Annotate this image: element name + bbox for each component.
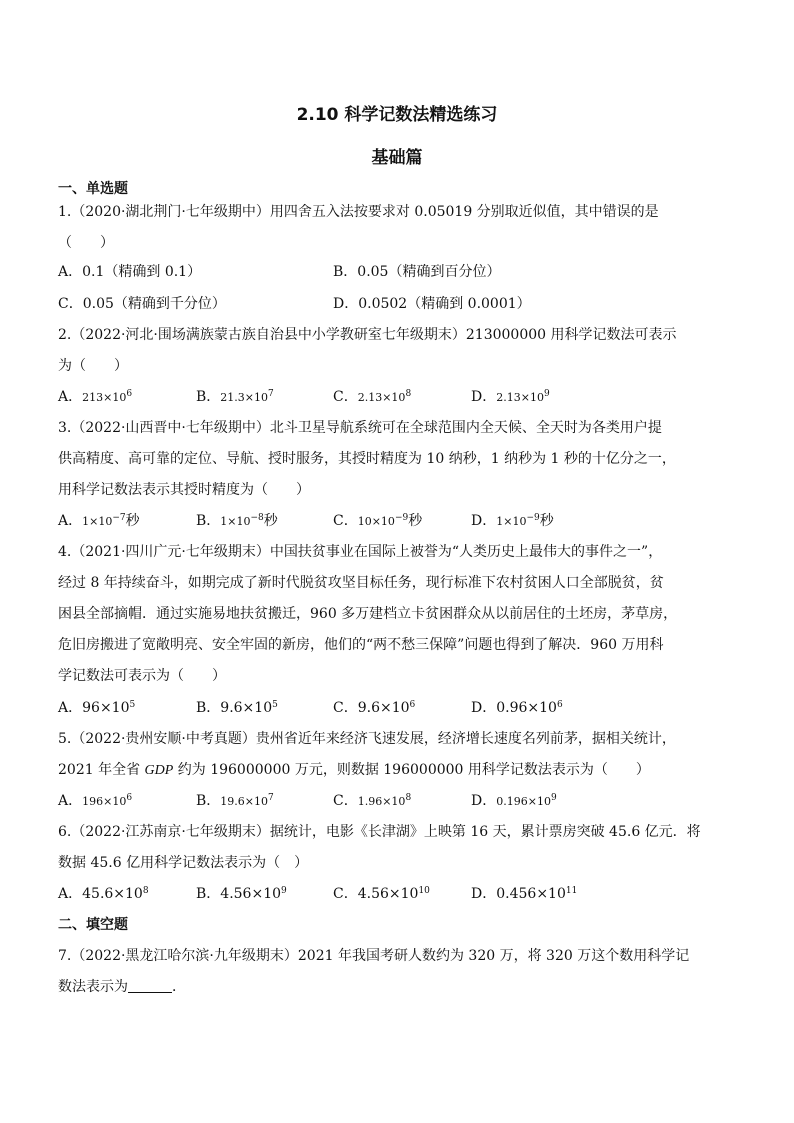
- question-7-line-2: 数法表示为 ．: [58, 979, 186, 995]
- question-4-line-3: 困县全部摘帽．通过实施易地扶贫搬迁，960 多万建档立卡贫困群众从以前居住的土坯房，茅草房，: [58, 606, 678, 622]
- question-2-line-2: 为（ ）: [58, 358, 128, 374]
- question-3-line-2: 供高精度、高可靠的定位、导航、授时服务，其授时精度为 10 纳秒，1 纳秒为 1 秒的十亿分之一，: [58, 451, 676, 467]
- question-4-option-d: D．$0.96\times 10^6$: [471, 700, 563, 716]
- question-3-option-d: D．$1\times 10^{-9}$秒: [471, 513, 554, 529]
- question-6-option-a: A．$45.6\times 10^8$: [58, 886, 149, 902]
- section-fill-in: 二、填空题: [58, 917, 128, 933]
- question-4-line-1: 4.（2021·四川广元·七年级期末）中国扶贫事业在国际上被誉为“人类历史上最伟大的事件之一”，: [58, 544, 663, 560]
- question-1-line-2: （ ）: [58, 235, 114, 251]
- section-single-choice: 一、单选题: [58, 181, 128, 197]
- question-6-option-d: D．$0.456\times 10^{11}$: [471, 886, 578, 902]
- question-4-option-b: B．$9.6\times 10^5$: [196, 700, 278, 716]
- question-2-option-c: C．$2.13\times 10^8$: [333, 389, 412, 405]
- question-4-option-c: C．$9.6\times 10^6$: [333, 700, 416, 716]
- question-4-option-a: A．$96\times 10^5$: [58, 700, 136, 716]
- question-2-option-b: B．$21.3\times 10^7$: [196, 389, 274, 405]
- question-4-line-2: 经过 8 年持续奋斗，如期完成了新时代脱贫攻坚目标任务，现行标准下农村贫困人口全部脱贫，贫: [58, 575, 664, 591]
- question-6-line-2: 数据 45.6 亿用科学记数法表示为（ ）: [58, 855, 309, 871]
- question-3-line-3: 用科学记数法表示其授时精度为（ ）: [58, 482, 310, 498]
- question-5-option-a: A．$196\times 10^6$: [58, 793, 133, 809]
- question-2-option-a: A．$213\times 10^6$: [58, 389, 133, 405]
- question-4-line-5: 学记数法可表示为（ ）: [58, 668, 226, 684]
- question-1-line-1: 1.（2020·湖北荆门·七年级期中）用四舍五入法按要求对 0.05019 分别取近似值，其中错误的是: [58, 204, 659, 220]
- answer-blank[interactable]: [128, 978, 172, 993]
- question-1-option-a: A．0.1（精确到 0.1）: [58, 264, 202, 280]
- document-subtitle: 基础篇: [371, 148, 423, 168]
- question-1-option-b: B．0.05（精确到百分位）: [333, 264, 501, 280]
- question-3-line-1: 3.（2022·山西晋中·七年级期中）北斗卫星导航系统可在全球范围内全天候、全天时为各类用户提: [58, 420, 662, 436]
- question-6-option-c: C．$4.56\times 10^{10}$: [333, 886, 430, 902]
- question-3-option-c: C．$10\times 10^{-9}$秒: [333, 513, 423, 529]
- gdp-term: GDP: [144, 763, 174, 778]
- question-5-option-d: D．$0.196\times 10^9$: [471, 793, 557, 809]
- question-5-line-2: 2021 年全省 GDP 约为 196000000 万元，则数据 196000000 用科学记数法表示为（ ）: [58, 762, 650, 778]
- question-7-line-1: 7.（2022·黑龙江哈尔滨·九年级期末）2021 年我国考研人数约为 320 万，将 320 万这个数用科学记: [58, 948, 690, 964]
- question-1-option-d: D．0.0502（精确到 0.0001）: [333, 296, 531, 312]
- question-3-option-b: B．$1\times 10^{-8}$秒: [196, 513, 278, 529]
- question-5-line-1: 5.（2022·贵州安顺·中考真题）贵州省近年来经济飞速发展，经济增长速度名列前茅，据相关统计，: [58, 731, 676, 747]
- document-title: 2.10 科学记数法精选练习: [296, 105, 498, 125]
- question-5-option-b: B．$19.6\times 10^7$: [196, 793, 274, 809]
- question-5-option-c: C．$1.96\times 10^8$: [333, 793, 412, 809]
- question-2-option-d: D．$2.13\times 10^9$: [471, 389, 550, 405]
- question-4-line-4: 危旧房搬进了宽敞明亮、安全牢固的新房，他们的“两不愁三保障”问题也得到了解决．960 万用科: [58, 637, 664, 653]
- question-1-option-c: C．0.05（精确到千分位）: [58, 296, 226, 312]
- question-2-line-1: 2.（2022·河北·围场满族蒙古族自治县中小学教研室七年级期末）213000000 用科学记数法可表示: [58, 327, 677, 343]
- question-3-option-a: A．$1\times 10^{-7}$秒: [58, 513, 140, 529]
- question-6-option-b: B．$4.56\times 10^9$: [196, 886, 287, 902]
- question-6-line-1: 6.（2022·江苏南京·七年级期末）据统计，电影《长津湖》上映第 16 天，累计票房突破 45.6 亿元．将: [58, 824, 701, 840]
